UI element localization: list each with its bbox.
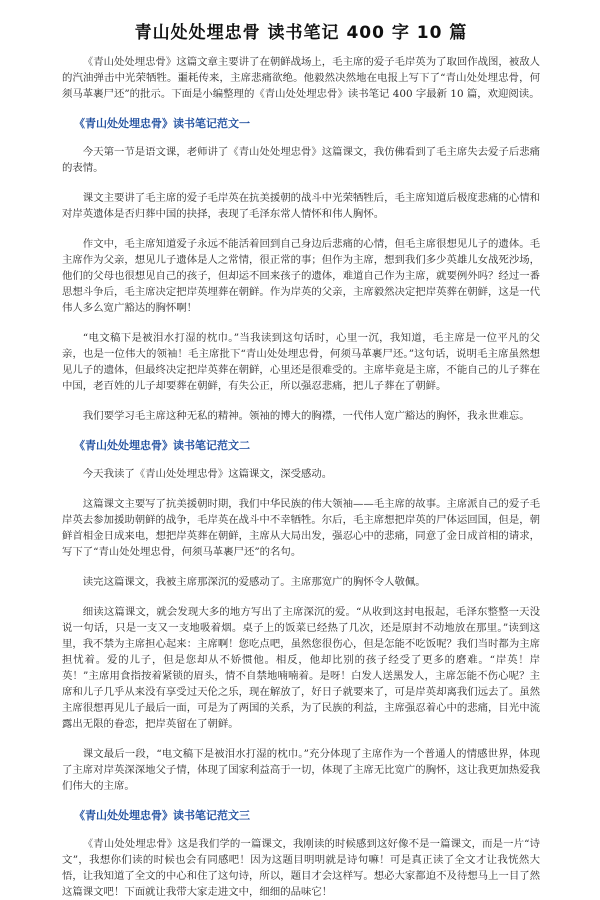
section-1-paragraph: “电文稿下是被泪水打湿的枕巾。”当我读到这句话时，心里一沉，我知道，毛主席是一位平凡的父亲，也是一位伟大的领袖！毛主席批下“青山处处埋忠骨，何须马革裹尸还。”这句话，说明毛主席虽然想见儿子的遗体，但最终决定把岸英葬在朝鲜，心里还是很难受的。主席毕竟是主席，不能自己的儿子葬在中国，老百姓的儿子却要葬在朝鲜，有失公正，所以强忍悲痛，把儿子葬在了朝鲜。 (62, 332, 540, 392)
section-heading-3: 《青山处处埋忠骨》读书笔记范文三 (74, 809, 250, 822)
section-2-paragraph: 读完这篇课文，我被主席那深沉的爱感动了。主席那宽广的胸怀令人敬佩。 (82, 576, 426, 588)
section-2-paragraph: 这篇课文主要写了抗美援朝时期，我们中华民族的伟大领袖——毛主席的故事。主席派自己的爱子毛岸英去参加援助朝鲜的战争，毛岸英在战斗中不幸牺牲。尔后，毛主席想把岸英的尸体运回国，但是，朝鲜首相金日成来电，想把岸英葬在朝鲜，主席从大局出发，强忍心中的悲痛，同意了金日成首相的请求，写下了“青山处处埋忠骨，何须马革裹尸还”的名句。 (62, 498, 540, 558)
document-title: 青山处处埋忠骨 读书笔记 400 字 10 篇 (134, 23, 468, 43)
section-3-paragraph: 《青山处处埋忠骨》这是我们学的一篇课文，我刚读的时候感到这好像不是一篇课文，而是一片“诗文”，我想你们读的时候也会有同感吧！因为这题目明明就是诗句嘛！可是真正读了全文才让我恍然大悟，让我知道了全文的中心和住了这句诗，所以，题目才会这样写。想必大家都迫不及待想马上一目了然这篇课文吧！下面就让我带大家走进文中，细细的品味它！ (62, 838, 540, 898)
section-2-paragraph: 今天我读了《青山处处埋忠骨》这篇课文，深受感动。 (82, 468, 333, 480)
section-heading-1: 《青山处处埋忠骨》读书笔记范文一 (74, 117, 250, 130)
section-1-paragraph: 作文中，毛主席知道爱子永远不能活着回到自己身边后悲痛的心情，但毛主席很想见儿子的遗体。毛主席作为父亲，想见儿子遗体是人之常情，很正常的事；但作为主席，想到我们多少英雄儿女战死沙场，他们的父母也很想见自己的孩子，但却运不回来孩子的遗体，难道自己作为主席，就要例外吗？经过一番思想斗争后，毛主席决定把岸英埋葬在朝鲜。作为岸英的父亲，主席毅然决定把岸英葬在朝鲜，这是一代伟人多么宽广豁达的胸怀啊！ (62, 238, 540, 314)
section-heading-2: 《青山处处埋忠骨》读书笔记范文二 (74, 439, 250, 452)
section-2-paragraph: 课文最后一段，“电文稿下是被泪水打湿的枕巾。”充分体现了主席作为一个普通人的情感世界，体现了主席对岸英深深地父子情，体现了国家利益高于一切，体现了主席无比宽广的胸怀，这让我更加热爱我们伟大的主席。 (62, 748, 540, 792)
intro-paragraph: 《青山处处埋忠骨》这篇文章主要讲了在朝鲜战场上，毛主席的爱子毛岸英为了取回作战图，被敌人的汽油弹击中光荣牺牲。噩耗传来，主席悲痛欲绝。他毅然决然地在电报上写下了“青山处处埋忠骨，何须马革裹尸还”的批示。下面是小编整理的《青山处处埋忠骨》读书笔记 400 字最新 10 篇，欢迎阅读。 (62, 56, 540, 100)
section-1-paragraph: 课文主要讲了毛主席的爱子毛岸英在抗美援朝的战斗中光荣牺牲后，毛主席知道后极度悲痛的心情和对岸英遗体是否归葬中国的抉择，表现了毛泽东常人情怀和伟人胸怀。 (62, 192, 540, 220)
section-1-paragraph: 我们要学习毛主席这种无私的精神。领袖的博大的胸襟，一代伟人宽广豁达的胸怀，我永世难忘。 (82, 410, 530, 422)
section-1-paragraph: 今天第一节是语文课，老师讲了《青山处处埋忠骨》这篇课文，我仿佛看到了毛主席失去爱子后悲痛的表情。 (62, 146, 540, 174)
section-2-paragraph: 细读这篇课文，就会发现大多的地方写出了主席深沉的爱。“从收到这封电报起，毛泽东整整一天没说一句话，只是一支又一支地吸着烟。桌子上的饭菜已经热了几次，还是原封不动地放在那里。”读到这里，我不禁为主席担心起来：主席啊！您吃点吧，虽然您很伤心，但是怎能不吃饭呢？我们当时都为主席担忧着。爱的儿子，但是您却从不娇惯他。相反，他却比别的孩子经受了更多的磨难。“岸英！岸英！”主席用食指按着紧锁的眉头，情不自禁地喃喃着。是呀！白发人送黑发人，主席怎能不伤心呢？主席和儿子几乎从来没有享受过天伦之乐，现在解放了，好日子就要来了，可是岸英却离我们远去了。虽然主席很想再见儿子最后一面，可是为了两国的关系，为了民族的利益，主席强忍着心中的悲痛，目光中流露出无限的眷恋，把岸英留在了朝鲜。 (62, 606, 540, 730)
